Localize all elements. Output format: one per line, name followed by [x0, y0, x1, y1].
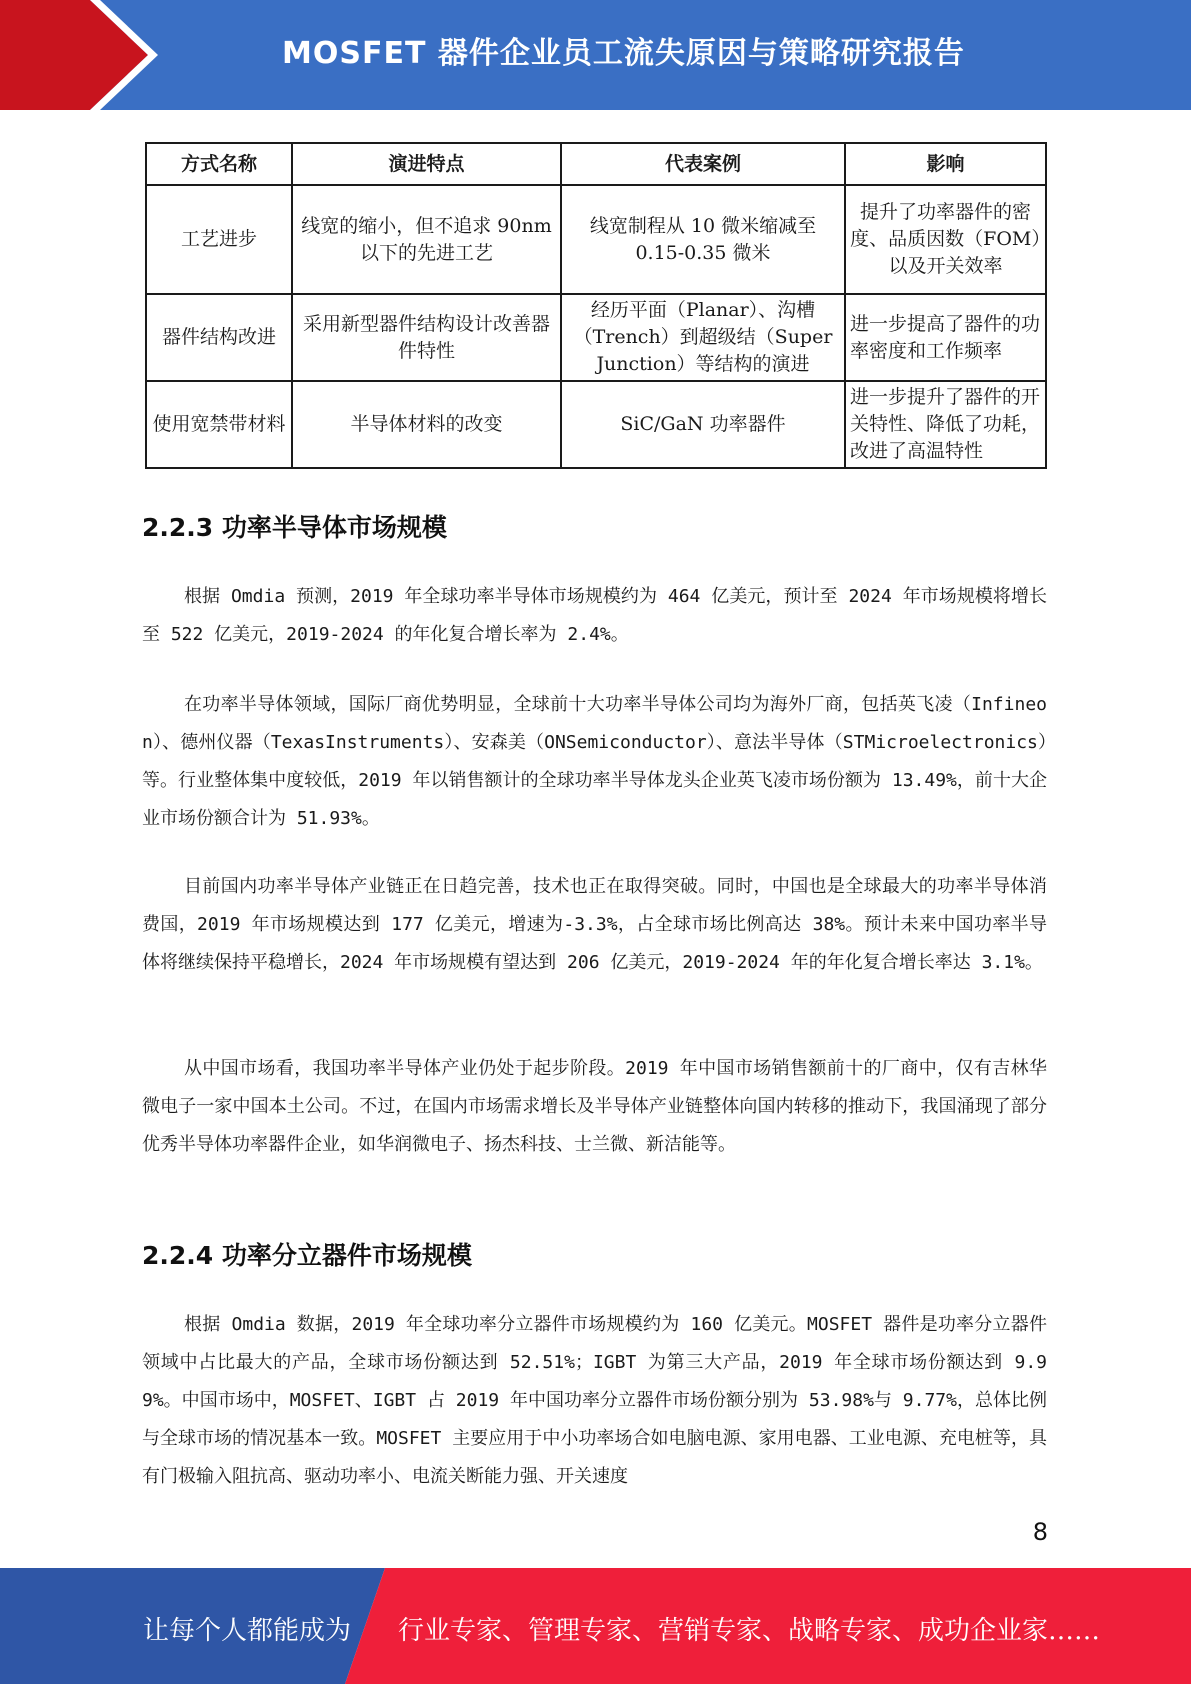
table-cell-feature: 线宽的缩小，但不追求 90nm 以下的先进工艺: [292, 185, 561, 294]
table-cell-name: 器件结构改进: [146, 294, 292, 381]
table-cell-feature: 采用新型器件结构设计改善器件特性: [292, 294, 561, 381]
document-title: MOSFET 器件企业员工流失原因与策略研究报告: [282, 36, 965, 71]
page-header: [0, 0, 1191, 110]
table-header-impact: 影响: [845, 143, 1046, 185]
table-cell-impact: 进一步提升了器件的开关特性、降低了功耗，改进了高温特性: [845, 381, 1046, 468]
table-header-name: 方式名称: [146, 143, 292, 185]
paragraph: 在功率半导体领域，国际厂商优势明显，全球前十大功率半导体公司均为海外厂商，包括英飞凌（Infineon）、德州仪器（TexasInstruments）、安森美（ONSemiconductor）、意法半导体（STMicroelectronics）等。行业整体集中度较低，2019 年以销售额计的全球功率半导体龙头企业英飞凌市场份额为 13.49%，前十大企业市场份额合计为 51.93%。: [142, 694, 1047, 829]
page-footer: [0, 1568, 1191, 1684]
table-header-feature: 演进特点: [292, 143, 561, 185]
evolution-table: [145, 142, 1045, 469]
table-row: [146, 294, 1046, 381]
footer-slogan-right: 行业专家、管理专家、营销专家、战略专家、成功企业家……: [398, 1616, 1101, 1646]
paragraph: 根据 Omdia 数据，2019 年全球功率分立器件市场规模约为 160 亿美元。MOSFET 器件是功率分立器件领域中占比最大的产品，全球市场份额达到 52.51%；IGBT 为第三大产品，2019 年全球市场份额达到 9.99%。中国市场中，MOSFET、IGBT 占 2019 年中国功率分立器件市场份额分别为 53.98%与 9.77%，总体比例与全球市场的情况基本一致。MOSFET 主要应用于中小功率场合如电脑电源、家用电器、工业电源、充电桩等，具有门极输入阻抗高、驱动功率小、电流关断能力强、开关速度: [142, 1314, 1047, 1487]
section-heading-2-2-4: 2.2.4 功率分立器件市场规模: [142, 1241, 472, 1270]
footer-slogan-left: 让每个人都能成为: [143, 1616, 352, 1646]
table-cell-case: 线宽制程从 10 微米缩减至 0.15-0.35 微米: [561, 185, 845, 294]
table-cell-name: 工艺进步: [146, 185, 292, 294]
table-cell-impact: 提升了功率器件的密度、品质因数（FOM）以及开关效率: [845, 185, 1046, 294]
table-row: [146, 185, 1046, 294]
page-number: 8: [1032, 1518, 1048, 1546]
paragraph: 根据 Omdia 预测，2019 年全球功率半导体市场规模约为 464 亿美元，预计至 2024 年市场规模将增长至 522 亿美元，2019-2024 的年化复合增长率为 2.4%。: [142, 586, 1047, 645]
section-heading-2-2-3: 2.2.3 功率半导体市场规模: [142, 513, 447, 542]
paragraph: 目前国内功率半导体产业链正在日趋完善，技术也正在取得突破。同时，中国也是全球最大的功率半导体消费国，2019 年市场规模达到 177 亿美元，增速为-3.3%，占全球市场比例高达 38%。预计未来中国功率半导体将继续保持平稳增长，2024 年市场规模有望达到 206 亿美元，2019-2024 年的年化复合增长率达 3.1%。: [142, 876, 1047, 973]
table-cell-feature: 半导体材料的改变: [292, 381, 561, 468]
table-cell-impact: 进一步提高了器件的功率密度和工作频率: [845, 294, 1046, 381]
table-cell-case: 经历平面（Planar）、沟槽（Trench）到超级结（Super Junction）等结构的演进: [561, 294, 845, 381]
table-cell-case: SiC/GaN 功率器件: [561, 381, 845, 468]
table-row: [146, 381, 1046, 468]
table-header-case: 代表案例: [561, 143, 845, 185]
paragraph: 从中国市场看，我国功率半导体产业仍处于起步阶段。2019 年中国市场销售额前十的厂商中，仅有吉林华微电子一家中国本土公司。不过，在国内市场需求增长及半导体产业链整体向国内转移的推动下，我国涌现了部分优秀半导体功率器件企业，如华润微电子、扬杰科技、士兰微、新洁能等。: [142, 1058, 1047, 1155]
table-cell-name: 使用宽禁带材料: [146, 381, 292, 468]
